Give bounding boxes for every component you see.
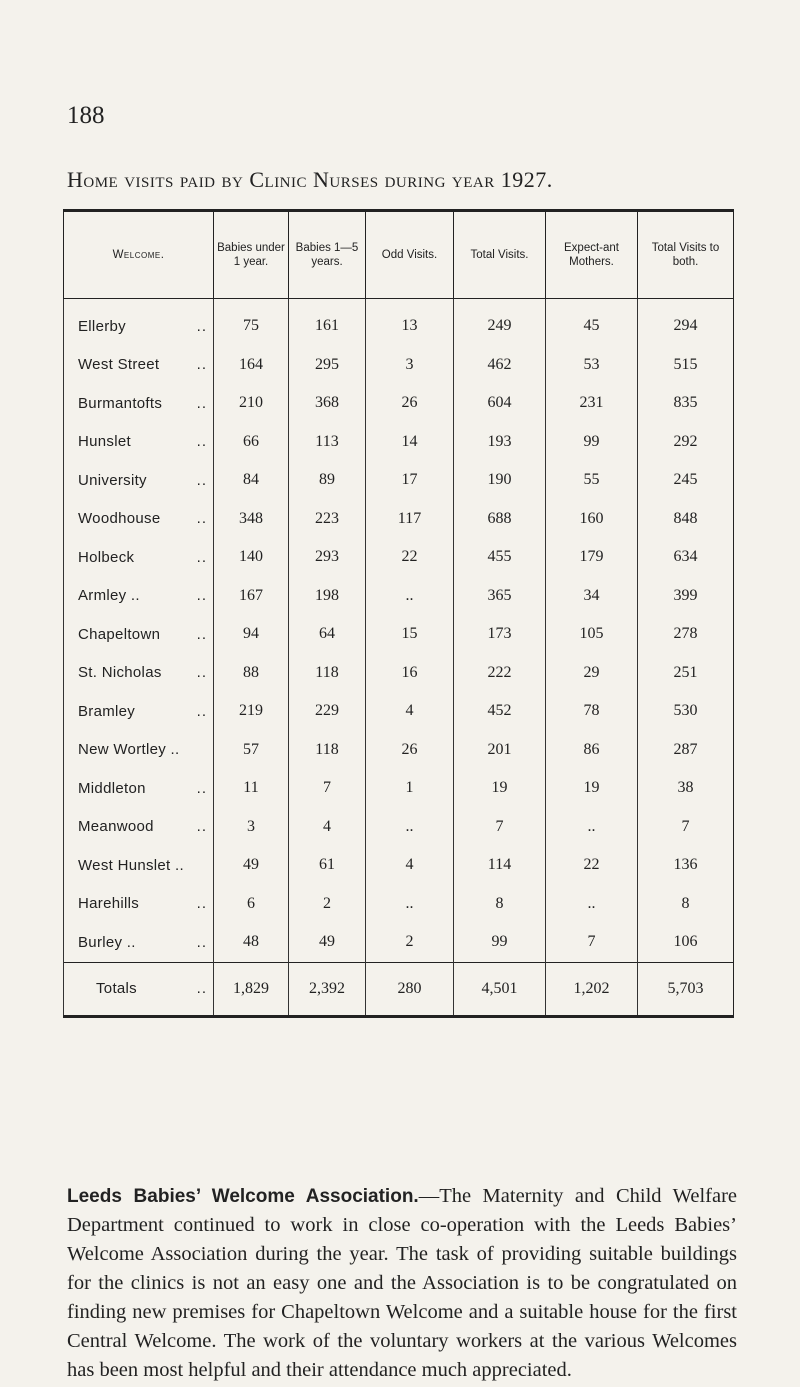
table-cell: 57 xyxy=(214,731,289,770)
dot-leader: .. xyxy=(196,317,207,335)
table-row xyxy=(64,923,734,962)
table-cell: 835 xyxy=(638,384,734,423)
row-label-cell xyxy=(64,423,214,462)
row-label-cell xyxy=(64,808,214,847)
row-label-cell xyxy=(64,923,214,962)
dot-leader: .. xyxy=(196,664,207,682)
table-cell: 49 xyxy=(214,846,289,885)
row-label: Burmantofts xyxy=(78,394,163,412)
table-cell: 292 xyxy=(638,423,734,462)
row-label-cell xyxy=(64,346,214,385)
row-label-cell xyxy=(64,885,214,924)
table-cell: 3 xyxy=(214,808,289,847)
table-cell: 94 xyxy=(214,615,289,654)
row-label: Bramley xyxy=(78,702,136,720)
table-cell: 53 xyxy=(546,346,638,385)
table-cell: 219 xyxy=(214,692,289,731)
table-cell: 462 xyxy=(454,346,546,385)
table-cell: 229 xyxy=(289,692,366,731)
table-cell: .. xyxy=(546,885,638,924)
table-cell: .. xyxy=(366,808,454,847)
dot-leader: .. xyxy=(196,818,207,836)
row-label: Armley .. xyxy=(78,587,140,605)
table-cell: 348 xyxy=(214,500,289,539)
table-cell: 22 xyxy=(366,538,454,577)
table-cell: 118 xyxy=(289,731,366,770)
table-cell: 848 xyxy=(638,500,734,539)
table-cell: 88 xyxy=(214,654,289,693)
table-cell: .. xyxy=(366,885,454,924)
row-label: St. Nicholas xyxy=(78,664,162,682)
table-cell: 251 xyxy=(638,654,734,693)
table-cell: 99 xyxy=(546,423,638,462)
table-cell: 210 xyxy=(214,384,289,423)
table-cell: 8 xyxy=(454,885,546,924)
table-cell: 4 xyxy=(366,846,454,885)
row-label: West Hunslet .. xyxy=(78,856,184,874)
visits-table xyxy=(63,209,734,1018)
table-cell: 7 xyxy=(638,808,734,847)
table-row xyxy=(64,692,734,731)
table-cell: 688 xyxy=(454,500,546,539)
table-cell: 117 xyxy=(366,500,454,539)
table-row xyxy=(64,299,734,346)
table-cell: 198 xyxy=(289,577,366,616)
table-cell: 231 xyxy=(546,384,638,423)
dot-leader: .. xyxy=(196,702,207,720)
table-cell: 201 xyxy=(454,731,546,770)
table-cell: 179 xyxy=(546,538,638,577)
table-cell: 3 xyxy=(366,346,454,385)
table-cell: 11 xyxy=(214,769,289,808)
table-cell: 287 xyxy=(638,731,734,770)
table-cell: 164 xyxy=(214,346,289,385)
table-cell: 455 xyxy=(454,538,546,577)
table-cell: 249 xyxy=(454,299,546,346)
page-title: Home visits paid by Clinic Nurses during year 1927. xyxy=(67,167,553,192)
table-cell: 7 xyxy=(289,769,366,808)
table-row xyxy=(64,461,734,500)
row-label-cell xyxy=(64,461,214,500)
column-header: Expect-ant Mothers. xyxy=(546,211,638,299)
table-cell: 49 xyxy=(289,923,366,962)
row-label-cell xyxy=(64,384,214,423)
dot-leader: .. xyxy=(196,779,207,797)
column-header: Babies under 1 year. xyxy=(214,211,289,299)
table-cell: .. xyxy=(366,577,454,616)
table-cell: 48 xyxy=(214,923,289,962)
paragraph-text: —The Maternity and Child Welfare Department continued to work in close co-operation with the Leeds Babies’ Welcome Association during the year. The task of providing suitable buildings for the clinics is not an easy one and the Association is to be congratulated on finding new premises for Chapeltown Welcome and a suitable house for the first Central Welcome. The work of the voluntary workers at the various Welcomes has been most helpful and their attendance much appreciated. xyxy=(67,1185,737,1381)
row-label: Harehills xyxy=(78,895,140,913)
table-cell: 89 xyxy=(289,461,366,500)
table-cell: 22 xyxy=(546,846,638,885)
table-cell: 193 xyxy=(454,423,546,462)
table-cell: 6 xyxy=(214,885,289,924)
totals-row xyxy=(64,962,734,1016)
column-header: Total Visits to both. xyxy=(638,211,734,299)
table-cell: 293 xyxy=(289,538,366,577)
table-row xyxy=(64,346,734,385)
dot-leader: .. xyxy=(196,587,207,605)
table-cell: 634 xyxy=(638,538,734,577)
table-row xyxy=(64,654,734,693)
table-row xyxy=(64,808,734,847)
table-cell: 4,501 xyxy=(454,962,546,1016)
row-label-cell xyxy=(64,731,214,770)
table-cell: 1 xyxy=(366,769,454,808)
table-cell: 161 xyxy=(289,299,366,346)
row-label-cell xyxy=(64,577,214,616)
table-cell: 7 xyxy=(546,923,638,962)
row-label-cell xyxy=(64,299,214,346)
table-row xyxy=(64,769,734,808)
table-cell: 7 xyxy=(454,808,546,847)
table-cell: 38 xyxy=(638,769,734,808)
row-label: New Wortley .. xyxy=(78,741,180,759)
table-cell: 118 xyxy=(289,654,366,693)
column-header: Odd Visits. xyxy=(366,211,454,299)
row-label-cell xyxy=(64,615,214,654)
dot-leader: .. xyxy=(196,394,207,412)
row-label-cell xyxy=(64,769,214,808)
table-cell: 26 xyxy=(366,384,454,423)
table-header-row xyxy=(64,211,734,299)
row-label: Holbeck xyxy=(78,548,135,566)
dot-leader: .. xyxy=(196,933,207,951)
dot-leader: .. xyxy=(196,895,207,913)
table-cell: 190 xyxy=(454,461,546,500)
row-label: Meanwood xyxy=(78,818,154,836)
table-cell: 604 xyxy=(454,384,546,423)
table-cell: 17 xyxy=(366,461,454,500)
table-cell: 26 xyxy=(366,731,454,770)
table-cell: 160 xyxy=(546,500,638,539)
table-cell: 16 xyxy=(366,654,454,693)
table-cell: 4 xyxy=(289,808,366,847)
row-label: Hunslet xyxy=(78,433,131,451)
dot-leader: .. xyxy=(196,625,207,643)
table-cell: 278 xyxy=(638,615,734,654)
table-cell: 515 xyxy=(638,346,734,385)
table-cell: 140 xyxy=(214,538,289,577)
table-cell: 84 xyxy=(214,461,289,500)
table-row xyxy=(64,538,734,577)
table-cell: 4 xyxy=(366,692,454,731)
table-row xyxy=(64,500,734,539)
table-cell: 78 xyxy=(546,692,638,731)
table-cell: 222 xyxy=(454,654,546,693)
table-cell: 2,392 xyxy=(289,962,366,1016)
table-cell: 99 xyxy=(454,923,546,962)
body-paragraph xyxy=(67,1182,737,1385)
row-label: Ellerby xyxy=(78,317,126,335)
visits-table-container xyxy=(63,209,733,1018)
table-cell: 19 xyxy=(454,769,546,808)
table-row xyxy=(64,577,734,616)
table-row xyxy=(64,846,734,885)
table-cell: 8 xyxy=(638,885,734,924)
dot-leader: .. xyxy=(196,980,207,997)
table-cell: 2 xyxy=(366,923,454,962)
table-cell: 295 xyxy=(289,346,366,385)
table-cell: 245 xyxy=(638,461,734,500)
table-row xyxy=(64,731,734,770)
row-label: University xyxy=(78,471,147,489)
table-cell: 64 xyxy=(289,615,366,654)
table-cell: 294 xyxy=(638,299,734,346)
row-label: Middleton xyxy=(78,779,146,797)
row-label-cell xyxy=(64,962,214,1016)
table-cell: 2 xyxy=(289,885,366,924)
row-label: West Street xyxy=(78,356,160,374)
paragraph-lead: Leeds Babies’ Welcome Association. xyxy=(67,1186,419,1207)
row-label-cell xyxy=(64,692,214,731)
row-label-cell xyxy=(64,538,214,577)
row-label-cell xyxy=(64,654,214,693)
page-number: 188 xyxy=(67,102,105,129)
table-cell: 45 xyxy=(546,299,638,346)
table-cell: 136 xyxy=(638,846,734,885)
row-label-cell xyxy=(64,500,214,539)
table-cell: .. xyxy=(546,808,638,847)
table-cell: 1,829 xyxy=(214,962,289,1016)
table-row xyxy=(64,615,734,654)
table-cell: 5,703 xyxy=(638,962,734,1016)
table-cell: 114 xyxy=(454,846,546,885)
table-cell: 13 xyxy=(366,299,454,346)
table-cell: 399 xyxy=(638,577,734,616)
row-label: Burley .. xyxy=(78,933,136,951)
table-cell: 1,202 xyxy=(546,962,638,1016)
column-header: Welcome. xyxy=(64,211,214,299)
table-cell: 223 xyxy=(289,500,366,539)
table-row xyxy=(64,384,734,423)
column-header: Total Visits. xyxy=(454,211,546,299)
table-row xyxy=(64,423,734,462)
dot-leader: .. xyxy=(196,510,207,528)
table-cell: 365 xyxy=(454,577,546,616)
dot-leader: .. xyxy=(196,548,207,566)
table-cell: 19 xyxy=(546,769,638,808)
table-cell: 530 xyxy=(638,692,734,731)
table-cell: 61 xyxy=(289,846,366,885)
table-cell: 167 xyxy=(214,577,289,616)
column-header: Babies 1—5 years. xyxy=(289,211,366,299)
table-cell: 55 xyxy=(546,461,638,500)
table-cell: 29 xyxy=(546,654,638,693)
table-cell: 173 xyxy=(454,615,546,654)
dot-leader: .. xyxy=(196,356,207,374)
table-cell: 280 xyxy=(366,962,454,1016)
table-cell: 34 xyxy=(546,577,638,616)
table-cell: 105 xyxy=(546,615,638,654)
table-body xyxy=(64,299,734,1017)
table-cell: 15 xyxy=(366,615,454,654)
dot-leader: .. xyxy=(196,471,207,489)
table-cell: 452 xyxy=(454,692,546,731)
row-label: Totals xyxy=(96,980,137,997)
row-label: Woodhouse xyxy=(78,510,161,528)
table-cell: 368 xyxy=(289,384,366,423)
table-cell: 113 xyxy=(289,423,366,462)
table-cell: 106 xyxy=(638,923,734,962)
table-cell: 86 xyxy=(546,731,638,770)
table-cell: 66 xyxy=(214,423,289,462)
table-cell: 14 xyxy=(366,423,454,462)
dot-leader: .. xyxy=(196,433,207,451)
table-row xyxy=(64,885,734,924)
table-cell: 75 xyxy=(214,299,289,346)
row-label: Chapeltown xyxy=(78,625,161,643)
row-label-cell xyxy=(64,846,214,885)
